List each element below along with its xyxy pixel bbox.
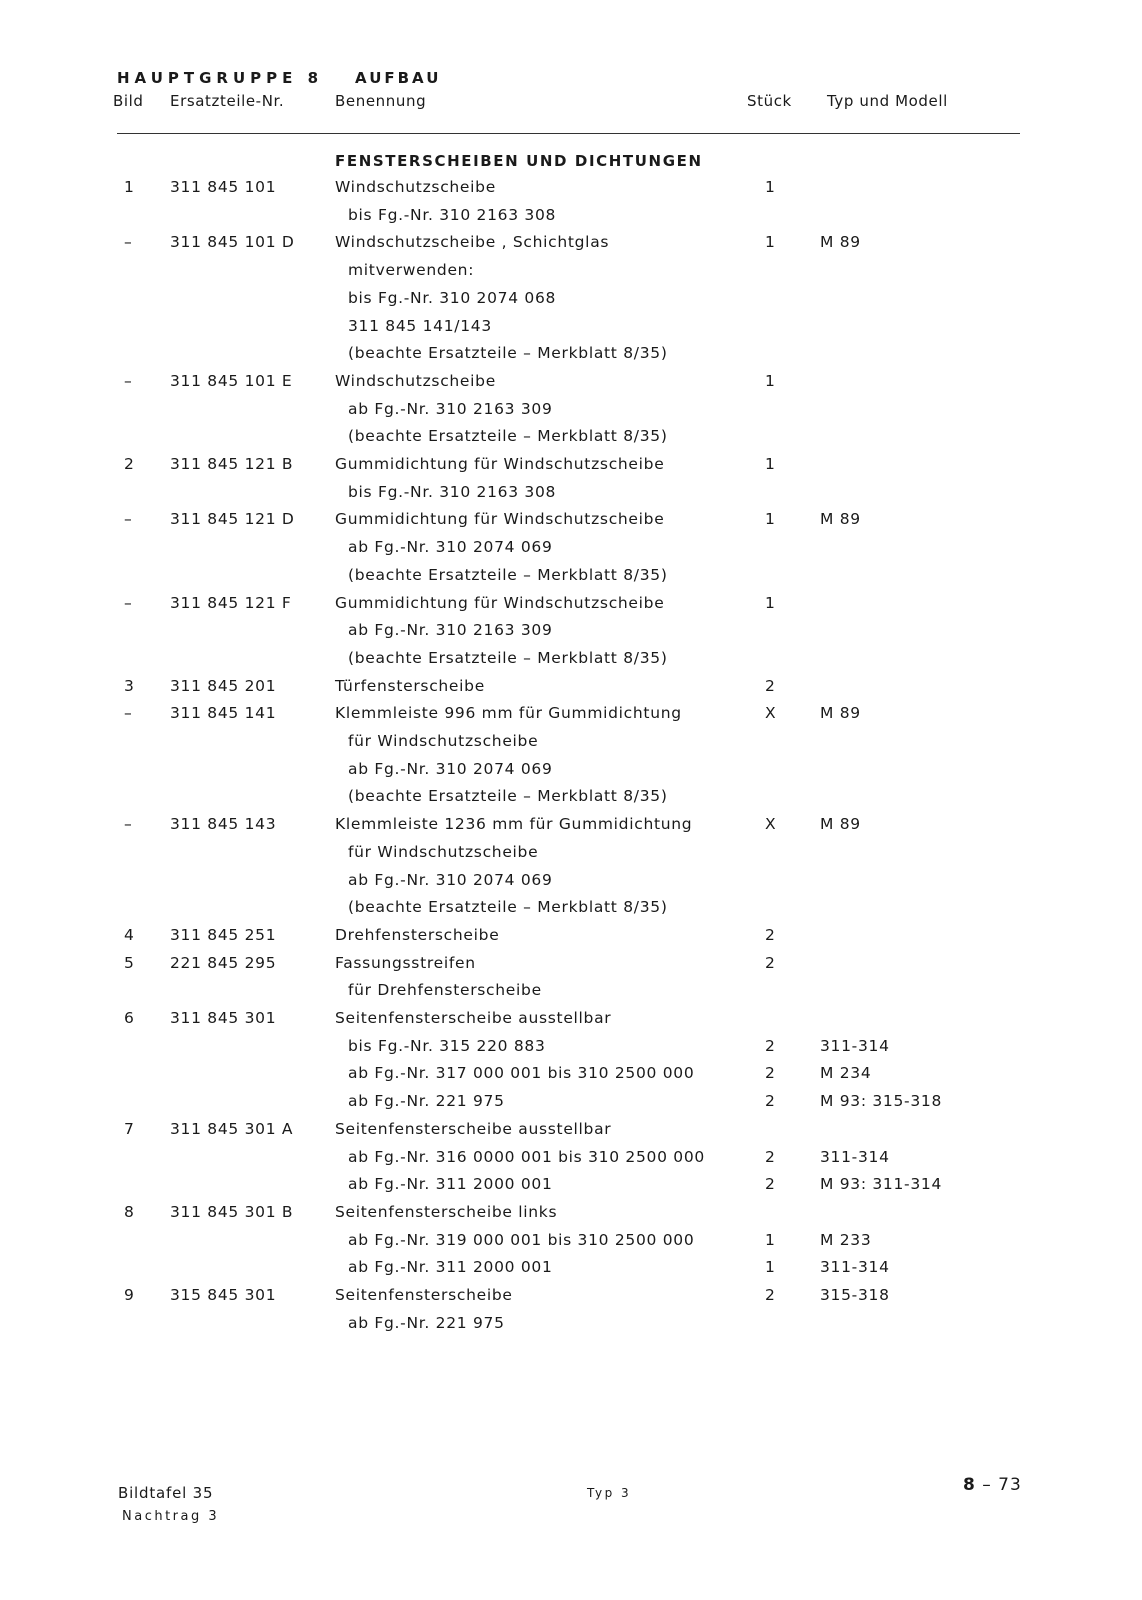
cell-name: Türfensterscheibe bbox=[335, 676, 485, 695]
col-header-part-number: Ersatzteile-Nr. bbox=[170, 92, 285, 110]
cell-name: bis Fg.-Nr. 310 2074 068 bbox=[348, 288, 557, 307]
table-row bbox=[0, 1120, 1142, 1147]
table-row-continuation bbox=[0, 843, 1142, 870]
cell-bild: 1 bbox=[124, 178, 135, 196]
table-row-continuation bbox=[0, 1092, 1142, 1119]
table-row bbox=[0, 954, 1142, 981]
cell-name: 311 845 141/143 bbox=[348, 316, 492, 335]
cell-name: mitverwenden: bbox=[348, 261, 475, 280]
cell-quantity: 1 bbox=[765, 593, 776, 612]
table-row-continuation bbox=[0, 871, 1142, 898]
table-row-continuation bbox=[0, 261, 1142, 288]
cell-name: ab Fg.-Nr. 316 0000 001 bis 310 2500 000 bbox=[348, 1147, 705, 1166]
cell-name: Gummidichtung für Windschutzscheibe bbox=[335, 510, 665, 529]
cell-bild: – bbox=[124, 510, 133, 529]
cell-name: ab Fg.-Nr. 311 2000 001 bbox=[348, 1258, 553, 1277]
cell-quantity: 2 bbox=[765, 676, 776, 695]
cell-name: (beachte Ersatzteile – Merkblatt 8/35) bbox=[348, 565, 668, 584]
cell-quantity: 1 bbox=[765, 233, 776, 252]
cell-part-number: 221 845 295 bbox=[170, 953, 277, 972]
group-label: HAUPTGRUPPE 8 bbox=[117, 69, 324, 87]
table-row bbox=[0, 178, 1142, 205]
table-row-continuation bbox=[0, 621, 1142, 648]
table-row bbox=[0, 815, 1142, 842]
cell-quantity: 2 bbox=[765, 1092, 776, 1111]
cell-name: Seitenfensterscheibe links bbox=[335, 1202, 558, 1221]
table-row-continuation bbox=[0, 1175, 1142, 1202]
cell-bild: – bbox=[124, 704, 133, 723]
cell-part-number: 311 845 301 bbox=[170, 1009, 277, 1027]
cell-name: bis Fg.-Nr. 315 220 883 bbox=[348, 1036, 546, 1055]
table-row bbox=[0, 372, 1142, 399]
cell-type-model: 311-314 bbox=[820, 1036, 890, 1055]
page-number bbox=[963, 1475, 1022, 1495]
cell-part-number: 311 845 101 bbox=[170, 178, 277, 196]
cell-type-model: M 233 bbox=[820, 1230, 872, 1249]
table-row-continuation bbox=[0, 538, 1142, 565]
table-row-continuation bbox=[0, 206, 1142, 233]
footer-type: Typ 3 bbox=[587, 1486, 632, 1500]
cell-name: Fassungsstreifen bbox=[335, 953, 476, 972]
cell-part-number: 315 845 301 bbox=[170, 1286, 277, 1304]
cell-quantity: 2 bbox=[765, 1036, 776, 1055]
cell-name: für Drehfensterscheibe bbox=[348, 981, 542, 1000]
cell-part-number: 311 845 301 B bbox=[170, 1202, 294, 1221]
table-row bbox=[0, 926, 1142, 953]
cell-type-model: M 93: 311-314 bbox=[820, 1175, 943, 1194]
col-header-name: Benennung bbox=[335, 92, 427, 110]
cell-quantity: 1 bbox=[765, 178, 776, 196]
cell-type-model: 315-318 bbox=[820, 1286, 890, 1304]
cell-part-number: 311 845 101 D bbox=[170, 233, 295, 252]
cell-name: Gummidichtung für Windschutzscheibe bbox=[335, 593, 665, 612]
cell-name: (beachte Ersatzteile – Merkblatt 8/35) bbox=[348, 344, 668, 363]
cell-bild: 4 bbox=[124, 925, 135, 944]
cell-part-number: 311 845 201 bbox=[170, 676, 277, 695]
cell-part-number: 311 845 141 bbox=[170, 704, 277, 723]
cell-part-number: 311 845 251 bbox=[170, 925, 277, 944]
cell-part-number: 311 845 121 B bbox=[170, 455, 294, 473]
cell-part-number: 311 845 121 F bbox=[170, 593, 292, 612]
cell-name: (beachte Ersatzteile – Merkblatt 8/35) bbox=[348, 787, 668, 806]
cell-name: (beachte Ersatzteile – Merkblatt 8/35) bbox=[348, 427, 668, 446]
cell-part-number: 311 845 121 D bbox=[170, 510, 295, 529]
col-header-bild: Bild bbox=[113, 92, 144, 110]
section-title: FENSTERSCHEIBEN UND DICHTUNGEN bbox=[335, 152, 703, 170]
cell-name: für Windschutzscheibe bbox=[348, 842, 539, 861]
cell-quantity: 1 bbox=[765, 455, 776, 473]
cell-part-number: 311 845 101 E bbox=[170, 371, 293, 390]
table-row-continuation bbox=[0, 787, 1142, 814]
cell-bild: – bbox=[124, 815, 133, 834]
table-row-continuation bbox=[0, 1258, 1142, 1285]
table-row bbox=[0, 1203, 1142, 1230]
cell-bild: 9 bbox=[124, 1286, 135, 1304]
cell-name: Gummidichtung für Windschutzscheibe bbox=[335, 455, 665, 473]
table-row-continuation bbox=[0, 317, 1142, 344]
footer-bildtafel: Bildtafel 35 bbox=[118, 1484, 214, 1502]
cell-quantity: X bbox=[765, 815, 777, 834]
table-row-continuation bbox=[0, 981, 1142, 1008]
table-row-continuation bbox=[0, 898, 1142, 925]
table-row-continuation bbox=[0, 1314, 1142, 1341]
cell-name: Windschutzscheibe bbox=[335, 178, 496, 196]
cell-quantity: X bbox=[765, 704, 777, 723]
cell-name: Seitenfensterscheibe ausstellbar bbox=[335, 1009, 612, 1027]
table-row-continuation bbox=[0, 427, 1142, 454]
cell-type-model: M 93: 315-318 bbox=[820, 1092, 943, 1111]
table-row-continuation bbox=[0, 1231, 1142, 1258]
cell-type-model: M 89 bbox=[820, 815, 861, 834]
page-number-group: 8 bbox=[963, 1475, 976, 1495]
cell-bild: – bbox=[124, 371, 133, 390]
table-row bbox=[0, 1286, 1142, 1313]
cell-bild: 2 bbox=[124, 455, 135, 473]
cell-quantity: 2 bbox=[765, 1147, 776, 1166]
footer-nachtrag: Nachtrag 3 bbox=[122, 1509, 220, 1524]
cell-quantity: 1 bbox=[765, 371, 776, 390]
table-row bbox=[0, 594, 1142, 621]
cell-quantity: 2 bbox=[765, 1175, 776, 1194]
cell-name: ab Fg.-Nr. 221 975 bbox=[348, 1313, 505, 1332]
cell-part-number: 311 845 301 A bbox=[170, 1119, 294, 1138]
cell-type-model: M 234 bbox=[820, 1064, 872, 1083]
cell-quantity: 1 bbox=[765, 1230, 776, 1249]
table-row bbox=[0, 233, 1142, 260]
table-row bbox=[0, 510, 1142, 537]
table-row-continuation bbox=[0, 649, 1142, 676]
col-header-type-model: Typ und Modell bbox=[827, 92, 948, 110]
table-row-continuation bbox=[0, 1037, 1142, 1064]
cell-type-model: 311-314 bbox=[820, 1258, 890, 1277]
cell-bild: – bbox=[124, 593, 133, 612]
cell-bild: 6 bbox=[124, 1009, 135, 1027]
cell-part-number: 311 845 143 bbox=[170, 815, 277, 834]
cell-quantity: 1 bbox=[765, 1258, 776, 1277]
cell-quantity: 2 bbox=[765, 953, 776, 972]
table-row bbox=[0, 704, 1142, 731]
cell-name: bis Fg.-Nr. 310 2163 308 bbox=[348, 482, 557, 501]
table-row bbox=[0, 677, 1142, 704]
cell-name: ab Fg.-Nr. 317 000 001 bis 310 2500 000 bbox=[348, 1064, 695, 1083]
page-number-rest: – 73 bbox=[982, 1475, 1022, 1495]
cell-name: (beachte Ersatzteile – Merkblatt 8/35) bbox=[348, 898, 668, 917]
cell-name: bis Fg.-Nr. 310 2163 308 bbox=[348, 205, 557, 224]
table-row-continuation bbox=[0, 483, 1142, 510]
cell-name: ab Fg.-Nr. 310 2163 309 bbox=[348, 621, 553, 640]
cell-bild: – bbox=[124, 233, 133, 252]
cell-name: Seitenfensterscheibe bbox=[335, 1286, 513, 1304]
cell-bild: 5 bbox=[124, 953, 135, 972]
table-row-continuation bbox=[0, 400, 1142, 427]
cell-name: ab Fg.-Nr. 221 975 bbox=[348, 1092, 505, 1111]
cell-name: ab Fg.-Nr. 310 2163 309 bbox=[348, 399, 553, 418]
cell-bild: 7 bbox=[124, 1119, 135, 1138]
cell-name: Windschutzscheibe bbox=[335, 371, 496, 390]
cell-name: für Windschutzscheibe bbox=[348, 732, 539, 750]
table-row-continuation bbox=[0, 344, 1142, 371]
cell-name: ab Fg.-Nr. 319 000 001 bis 310 2500 000 bbox=[348, 1230, 695, 1249]
cell-name: ab Fg.-Nr. 310 2074 069 bbox=[348, 870, 553, 889]
cell-name: ab Fg.-Nr. 310 2074 069 bbox=[348, 538, 553, 557]
table-row-continuation bbox=[0, 1064, 1142, 1091]
cell-name: Klemmleiste 996 mm für Gummidichtung bbox=[335, 704, 682, 723]
col-header-quantity: Stück bbox=[747, 92, 792, 110]
cell-bild: 3 bbox=[124, 676, 135, 695]
cell-name: ab Fg.-Nr. 311 2000 001 bbox=[348, 1175, 553, 1194]
cell-name: Drehfensterscheibe bbox=[335, 925, 500, 944]
cell-name: Seitenfensterscheibe ausstellbar bbox=[335, 1119, 612, 1138]
cell-quantity: 2 bbox=[765, 1286, 776, 1304]
cell-name: Klemmleiste 1236 mm für Gummidichtung bbox=[335, 815, 693, 834]
cell-name: ab Fg.-Nr. 310 2074 069 bbox=[348, 759, 553, 778]
cell-type-model: M 89 bbox=[820, 704, 861, 723]
cell-quantity: 2 bbox=[765, 1064, 776, 1083]
table-row-continuation bbox=[0, 1148, 1142, 1175]
cell-name: Windschutzscheibe , Schichtglas bbox=[335, 233, 610, 252]
table-row-continuation bbox=[0, 760, 1142, 787]
cell-bild: 8 bbox=[124, 1202, 135, 1221]
table-row-continuation bbox=[0, 566, 1142, 593]
cell-type-model: 311-314 bbox=[820, 1147, 890, 1166]
table-row-continuation bbox=[0, 289, 1142, 316]
cell-quantity: 1 bbox=[765, 510, 776, 529]
table-row bbox=[0, 1009, 1142, 1036]
section-label: AUFBAU bbox=[355, 69, 442, 87]
cell-name: (beachte Ersatzteile – Merkblatt 8/35) bbox=[348, 648, 668, 667]
table-row bbox=[0, 455, 1142, 482]
cell-quantity: 2 bbox=[765, 925, 776, 944]
cell-type-model: M 89 bbox=[820, 510, 861, 529]
cell-type-model: M 89 bbox=[820, 233, 861, 252]
table-row-continuation bbox=[0, 732, 1142, 759]
